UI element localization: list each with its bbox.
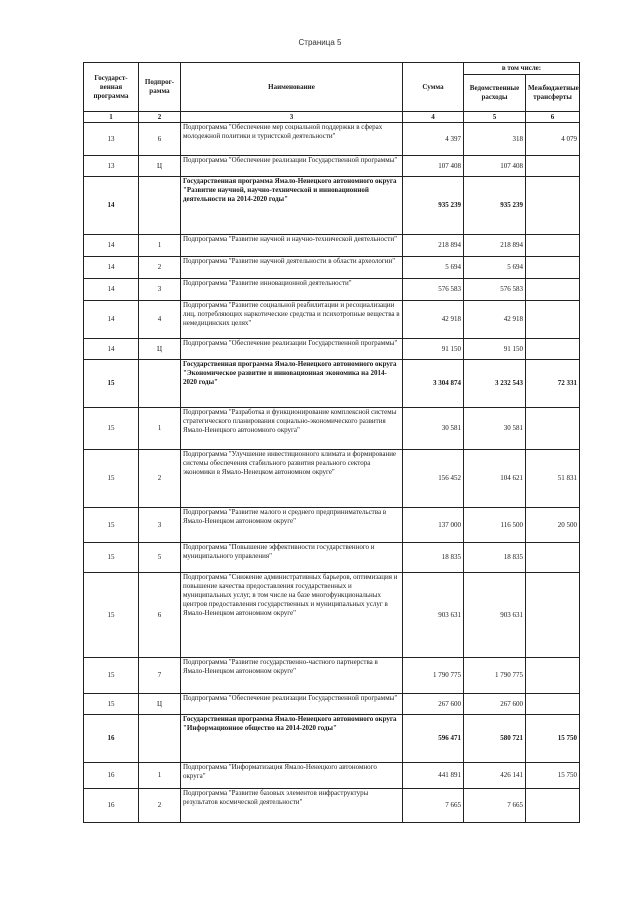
name-cell: Подпрограмма "Обеспечение реализации Государственной программы"	[181, 694, 403, 715]
interbudget-transfers-cell: 72 331	[526, 360, 580, 408]
dept-expenses-cell: 218 894	[464, 235, 526, 257]
dept-expenses-cell: 116 500	[464, 508, 526, 543]
name-cell: Подпрограмма "Снижение административных барьеров, оптимизация и повышение качества предоставления государственных и муниципальных услуг, в том числе на базе многофункциональных центров предоставления государственных и муниципальных услуг в Ямало-Ненецком автономном округе"	[181, 573, 403, 658]
interbudget-transfers-cell	[526, 339, 580, 360]
interbudget-transfers-cell	[526, 257, 580, 279]
name-cell: Подпрограмма "Развитие инновационной деятельности"	[181, 279, 403, 301]
interbudget-transfers-cell	[526, 177, 580, 235]
sum-cell: 107 408	[403, 156, 464, 177]
sum-cell: 137 000	[403, 508, 464, 543]
dept-expenses-cell: 42 918	[464, 301, 526, 339]
sum-cell: 156 452	[403, 450, 464, 508]
dept-expenses-cell: 3 232 543	[464, 360, 526, 408]
subprogram-cell: 2	[139, 257, 181, 279]
dept-expenses-cell: 580 721	[464, 715, 526, 763]
name-cell: Подпрограмма "Повышение эффективности государственного и муниципального управления"	[181, 543, 403, 573]
subprogram-row	[84, 543, 580, 573]
subprogram-cell: 3	[139, 279, 181, 301]
column-number-3: 3	[181, 112, 403, 123]
sum-cell: 596 471	[403, 715, 464, 763]
gos-program-cell: 13	[84, 156, 139, 177]
subprogram-row	[84, 235, 580, 257]
name-cell: Подпрограмма "Развитие научной и научно-технической деятельности"	[181, 235, 403, 257]
column-number-6: 6	[526, 112, 580, 123]
sum-cell: 576 583	[403, 279, 464, 301]
gos-program-cell: 14	[84, 339, 139, 360]
dept-expenses-cell: 18 835	[464, 543, 526, 573]
gos-program-cell: 15	[84, 408, 139, 450]
name-cell: Подпрограмма "Развитие базовых элементов инфраструктуры результатов космической деятельности"	[181, 789, 403, 823]
subprogram-row	[84, 573, 580, 658]
header-interbudget-transfers: Межбюджетные трансферты	[526, 75, 580, 112]
subprogram-row	[84, 156, 580, 177]
sum-cell: 441 891	[403, 763, 464, 789]
subprogram-cell: 1	[139, 408, 181, 450]
page-label: Страница 5	[298, 38, 342, 47]
sum-cell: 218 894	[403, 235, 464, 257]
name-cell: Государственная программа Ямало-Ненецкого автономного округа "Экономическое развитие и инновационная экономика на 2014-2020 годы"	[181, 360, 403, 408]
dept-expenses-cell: 91 150	[464, 339, 526, 360]
sum-cell: 267 600	[403, 694, 464, 715]
subprogram-cell	[139, 177, 181, 235]
subprogram-cell: 4	[139, 301, 181, 339]
gos-program-cell: 14	[84, 279, 139, 301]
name-cell: Подпрограмма "Развитие государственно-частного партнерства в Ямало-Ненецком автономном округе"	[181, 658, 403, 694]
subprogram-cell: 7	[139, 658, 181, 694]
name-cell: Подпрограмма "Информатизация Ямало-Ненецкого автономного округа"	[181, 763, 403, 789]
header-name: Наименование	[181, 63, 403, 112]
program-row	[84, 360, 580, 408]
column-number-1: 1	[84, 112, 139, 123]
sum-cell: 4 397	[403, 123, 464, 156]
name-cell: Подпрограмма "Обеспечение реализации Государственной программы"	[181, 339, 403, 360]
interbudget-transfers-cell: 15 750	[526, 763, 580, 789]
interbudget-transfers-cell	[526, 543, 580, 573]
header-gos-program: Государст-венная программа	[84, 63, 139, 112]
gos-program-cell: 15	[84, 543, 139, 573]
subprogram-cell: Ц	[139, 694, 181, 715]
gos-program-cell: 15	[84, 508, 139, 543]
name-cell: Подпрограмма "Развитие научной деятельности в области археологии"	[181, 257, 403, 279]
subprogram-cell	[139, 360, 181, 408]
header-sum: Сумма	[403, 63, 464, 112]
name-cell: Подпрограмма "Обеспечение реализации Государственной программы"	[181, 156, 403, 177]
column-number-2: 2	[139, 112, 181, 123]
name-cell: Подпрограмма "Разработка и функционирование комплексной системы стратегического планирования социально-экономического развития Ямало-Ненецкого автономного округа"	[181, 408, 403, 450]
interbudget-transfers-cell	[526, 789, 580, 823]
sum-cell: 5 694	[403, 257, 464, 279]
gos-program-cell: 14	[84, 257, 139, 279]
name-cell: Подпрограмма "Улучшение инвестиционного климата и формирование системы обеспечения стабильного развития реального сектора экономики в Ямало-Ненецком автономном округе"	[181, 450, 403, 508]
gos-program-cell: 15	[84, 573, 139, 658]
subprogram-row	[84, 301, 580, 339]
interbudget-transfers-cell: 20 500	[526, 508, 580, 543]
subprogram-cell: Ц	[139, 339, 181, 360]
subprogram-cell	[139, 715, 181, 763]
gos-program-cell: 15	[84, 360, 139, 408]
gos-program-cell: 16	[84, 763, 139, 789]
dept-expenses-cell: 5 694	[464, 257, 526, 279]
subprogram-cell: 2	[139, 450, 181, 508]
name-cell: Государственная программа Ямало-Ненецкого автономного округа "Развитие научной, научно-технической и инновационной деятельности на 2014-2020 годы"	[181, 177, 403, 235]
interbudget-transfers-cell	[526, 156, 580, 177]
subprogram-row	[84, 789, 580, 823]
sum-cell: 1 790 775	[403, 658, 464, 694]
budget-table	[83, 62, 580, 823]
sum-cell: 42 918	[403, 301, 464, 339]
name-cell: Подпрограмма "Развитие социальной реабилитации и ресоциализации лиц, потребляющих наркотические средства и психотропные вещества в немедицинских целях"	[181, 301, 403, 339]
subprogram-cell: 3	[139, 508, 181, 543]
interbudget-transfers-cell	[526, 235, 580, 257]
interbudget-transfers-cell: 51 831	[526, 450, 580, 508]
dept-expenses-cell: 1 790 775	[464, 658, 526, 694]
gos-program-cell: 14	[84, 301, 139, 339]
interbudget-transfers-cell	[526, 279, 580, 301]
interbudget-transfers-cell	[526, 408, 580, 450]
header-subprogram: Подпрог-рамма	[139, 63, 181, 112]
dept-expenses-cell: 935 239	[464, 177, 526, 235]
gos-program-cell: 15	[84, 450, 139, 508]
program-row	[84, 177, 580, 235]
name-cell: Государственная программа Ямало-Ненецкого автономного округа "Информационное общество на 2014-2020 годы"	[181, 715, 403, 763]
sum-cell: 30 581	[403, 408, 464, 450]
gos-program-cell: 15	[84, 694, 139, 715]
subprogram-row	[84, 257, 580, 279]
interbudget-transfers-cell	[526, 694, 580, 715]
gos-program-cell: 14	[84, 177, 139, 235]
subprogram-cell: 1	[139, 235, 181, 257]
dept-expenses-cell: 318	[464, 123, 526, 156]
name-cell: Подпрограмма "Обеспечение мер социальной поддержки в сферах молодежной политики и туристской деятельности"	[181, 123, 403, 156]
subprogram-row	[84, 658, 580, 694]
dept-expenses-cell: 426 141	[464, 763, 526, 789]
table-body	[84, 123, 580, 823]
sum-cell: 903 631	[403, 573, 464, 658]
subprogram-row	[84, 763, 580, 789]
interbudget-transfers-cell	[526, 301, 580, 339]
subprogram-cell: 1	[139, 763, 181, 789]
sum-cell: 7 665	[403, 789, 464, 823]
column-number-4: 4	[403, 112, 464, 123]
gos-program-cell: 14	[84, 235, 139, 257]
dept-expenses-cell: 107 408	[464, 156, 526, 177]
gos-program-cell: 13	[84, 123, 139, 156]
program-row	[84, 715, 580, 763]
gos-program-cell: 16	[84, 789, 139, 823]
subprogram-cell: 6	[139, 123, 181, 156]
subprogram-row	[84, 408, 580, 450]
subprogram-row	[84, 339, 580, 360]
dept-expenses-cell: 7 665	[464, 789, 526, 823]
subprogram-row	[84, 450, 580, 508]
subprogram-row	[84, 279, 580, 301]
sum-cell: 18 835	[403, 543, 464, 573]
subprogram-cell: 2	[139, 789, 181, 823]
column-number-5: 5	[464, 112, 526, 123]
interbudget-transfers-cell: 15 750	[526, 715, 580, 763]
subprogram-cell: Ц	[139, 156, 181, 177]
interbudget-transfers-cell	[526, 573, 580, 658]
sum-cell: 935 239	[403, 177, 464, 235]
header-including: в том числе:	[464, 63, 580, 75]
gos-program-cell: 16	[84, 715, 139, 763]
dept-expenses-cell: 30 581	[464, 408, 526, 450]
dept-expenses-cell: 104 621	[464, 450, 526, 508]
dept-expenses-cell: 267 600	[464, 694, 526, 715]
gos-program-cell: 15	[84, 658, 139, 694]
header-dept-expenses: Ведомственные расходы	[464, 75, 526, 112]
subprogram-cell: 5	[139, 543, 181, 573]
subprogram-row	[84, 694, 580, 715]
dept-expenses-cell: 903 631	[464, 573, 526, 658]
subprogram-row	[84, 508, 580, 543]
interbudget-transfers-cell	[526, 658, 580, 694]
sum-cell: 91 150	[403, 339, 464, 360]
interbudget-transfers-cell: 4 079	[526, 123, 580, 156]
subprogram-cell: 6	[139, 573, 181, 658]
subprogram-row	[84, 123, 580, 156]
sum-cell: 3 304 874	[403, 360, 464, 408]
dept-expenses-cell: 576 583	[464, 279, 526, 301]
name-cell: Подпрограмма "Развитие малого и среднего предпринимательства в Ямало-Ненецком автономном округе"	[181, 508, 403, 543]
